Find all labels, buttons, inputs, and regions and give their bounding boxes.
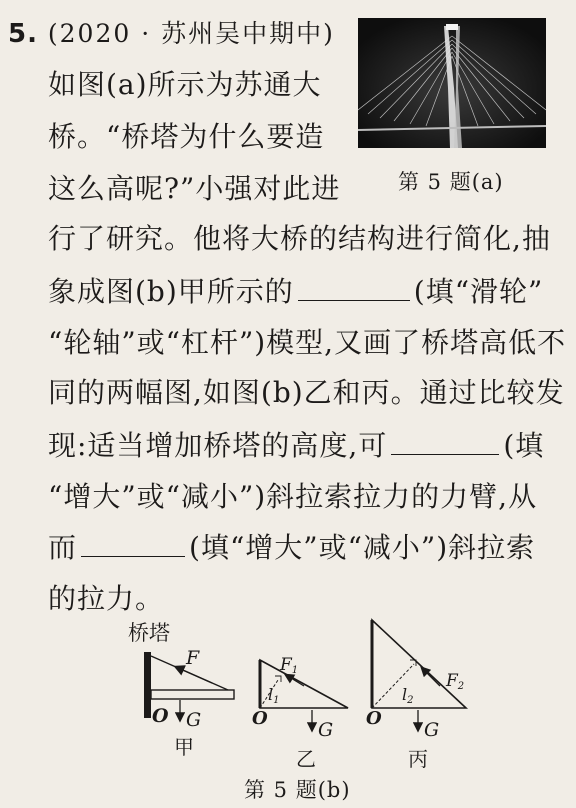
- question-text-line: “增大”或“减小”)斜拉索拉力的力臂,从: [48, 480, 538, 513]
- bridge-tower: [144, 652, 151, 718]
- figure-a-caption: 第 5 题(a): [398, 170, 504, 194]
- question-text-line: 如图(a)所示为苏通大: [48, 68, 322, 101]
- question-text-line: “轮轴”或“杠杆”)模型,又画了桥塔高低不: [48, 326, 567, 359]
- question-text-segment: (填: [503, 429, 545, 462]
- question-text-segment: 象成图(b)甲所示的: [48, 275, 294, 308]
- gravity-label: G: [424, 719, 440, 741]
- question-text-segment: 而: [48, 531, 78, 564]
- question-text-line: 同的两幅图,如图(b)乙和丙。通过比较发: [48, 376, 565, 409]
- question-source: (2020 · 苏州吴中期中): [47, 19, 335, 48]
- answer-blank-3[interactable]: [81, 530, 185, 557]
- figure-b-caption: 第 5 题(b): [244, 778, 351, 802]
- force-label: F1: [280, 655, 299, 676]
- diagram-label-jia: 甲: [174, 735, 194, 759]
- arm-label: l1: [268, 685, 280, 706]
- right-angle-mark: [275, 676, 281, 682]
- arm-label: l2: [402, 685, 414, 706]
- question-text-line: 这么高呢?”小强对此进: [48, 172, 341, 205]
- force-arrow: [422, 668, 440, 686]
- diagram-label-bing: 丙: [408, 747, 428, 771]
- force-label: F: [186, 647, 200, 669]
- diagram-yi: [252, 655, 348, 771]
- force-arrow: [286, 675, 304, 686]
- pivot-label: O: [366, 708, 382, 729]
- force-arrow: [176, 667, 212, 683]
- question-text-segment: (填“滑轮”: [413, 275, 544, 308]
- question-text-line: 桥。“桥塔为什么要造: [48, 120, 325, 153]
- question-text-segment: 现:适当增加桥塔的高度,可: [48, 429, 388, 462]
- answer-blank-2[interactable]: [391, 428, 499, 455]
- diagram-label-yi: 乙: [296, 747, 316, 771]
- gravity-label: G: [318, 719, 334, 741]
- gravity-label: G: [186, 709, 202, 731]
- question-header: [8, 16, 335, 51]
- question-text-line: [48, 428, 544, 463]
- diagram-bing: [366, 620, 466, 771]
- diagram-jia: [128, 621, 234, 759]
- question-text-line: [48, 274, 543, 309]
- bridge-photo: [358, 18, 546, 148]
- bridge-deck: [151, 690, 234, 699]
- question-text-line: 行了研究。他将大桥的结构进行简化,抽: [48, 222, 551, 255]
- question-number: 5.: [8, 19, 38, 49]
- triangle-frame: [372, 620, 466, 708]
- force-label: F2: [446, 671, 465, 692]
- question-text-line: 的拉力。: [48, 582, 165, 615]
- cable-stayed-bridge-image: [358, 18, 546, 148]
- tower-label: 桥塔: [128, 621, 170, 645]
- pivot-label: O: [152, 705, 169, 727]
- question-text-segment: (填“增大”或“减小”)斜拉索: [189, 531, 536, 564]
- answer-blank-1[interactable]: [298, 274, 410, 301]
- pivot-label: O: [252, 708, 268, 729]
- question-text-line: [48, 530, 535, 565]
